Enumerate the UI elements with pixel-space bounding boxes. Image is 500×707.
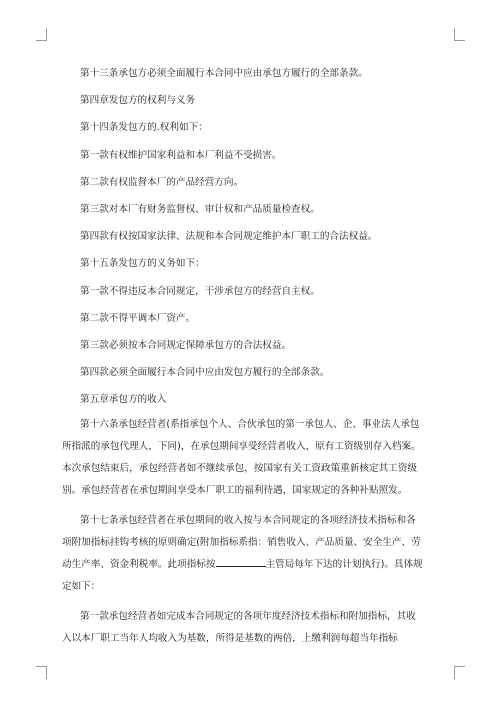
article-15-clause-1: 第一款不得违反本合同规定，干涉承包方的经营自主权。 (80, 285, 320, 297)
article-17-line-3-part-2: 主管局每年下达的计划执行)。具体规 (265, 559, 423, 571)
article-16-line-2: 所指派的承包代理人，下同)，在承包期间享受经营者收入，原有工资级别存入档案。 (62, 441, 421, 453)
article-16-line-1: 第十六条承包经营者(系指承包个人、合伙承包的第一承包人、企、事业法人承包 (80, 419, 420, 431)
crop-mark-bottom-right (454, 666, 465, 679)
article-17-line-2: 项附加指标挂钩考核的原则确定(附加指标系指：销售收入、产品质量、安全生产、劳 (62, 537, 421, 549)
article-15-clause-3: 第三款必须按本合同规定保障承包方的合法权益。 (80, 339, 292, 351)
article-14-clause-4: 第四款有权按国家法律、法规和本合同规定维护本厂职工的合法权益。 (80, 231, 378, 243)
article-17-line-3 (62, 554, 423, 576)
article-15-clause-2: 第二款不得平调本厂资产。 (80, 312, 196, 324)
article-17 (62, 510, 423, 598)
article-14-clause-1: 第一款有权维护国家利益和本厂利益不受损害。 (80, 149, 282, 161)
article-16-line-4: 别。承包经营者在承包期间享受本厂职工的福利待遇，国家规定的各种补贴照发。 (62, 485, 408, 497)
article-15-heading: 第十五条发包方的义务如下： (80, 258, 205, 270)
fill-in-blank (216, 556, 266, 567)
article-17-line-3-part-1: 动生产率、资金利税率。此项指标按 (62, 559, 216, 571)
article-16 (62, 414, 420, 502)
chapter-4-heading: 第四章发包方的权利与义务 (80, 95, 196, 107)
article-13: 第十三条承包方必须全面履行本合同中应由承包方履行的全部条款。 (80, 68, 368, 79)
article-17-line-4: 定如下： (62, 581, 101, 593)
article-17-clause-1-line-1: 第一款承包经营者如完成本合同规定的各项年度经济技术指标和附加指标，其收 (80, 611, 416, 623)
article-14-heading: 第十四条发包方的.权利如下： (80, 122, 208, 134)
document-body (62, 67, 423, 658)
article-15-clause-4: 第四款必须全面履行本合同中应由发包方履行的全部条款。 (80, 367, 330, 379)
article-17-line-1: 第十七条承包经营者在承包期间的收入按与本合同规定的各项经济技术指标和各 (80, 515, 416, 527)
crop-mark-top-right (454, 28, 465, 41)
crop-mark-bottom-left (36, 666, 47, 679)
chapter-5-heading: 第五章承包方的收入 (80, 394, 167, 406)
article-17-clause-1 (62, 606, 420, 650)
crop-mark-top-left (36, 28, 47, 41)
article-14-clause-2: 第二款有权监督本厂的产品经营方向。 (80, 176, 244, 188)
article-16-line-3: 本次承包结束后，承包经营者如不继续承包，按国家有关工资政策重新核定其工资级 (62, 463, 417, 475)
article-14-clause-3: 第三款对本厂有财务监督权、审计权和产品质量检查权。 (80, 203, 320, 215)
article-17-clause-1-line-2: 入以本厂职工当年人均收入为基数，所得是基数的两倍，上缴利润每超当年指标 (62, 633, 398, 645)
